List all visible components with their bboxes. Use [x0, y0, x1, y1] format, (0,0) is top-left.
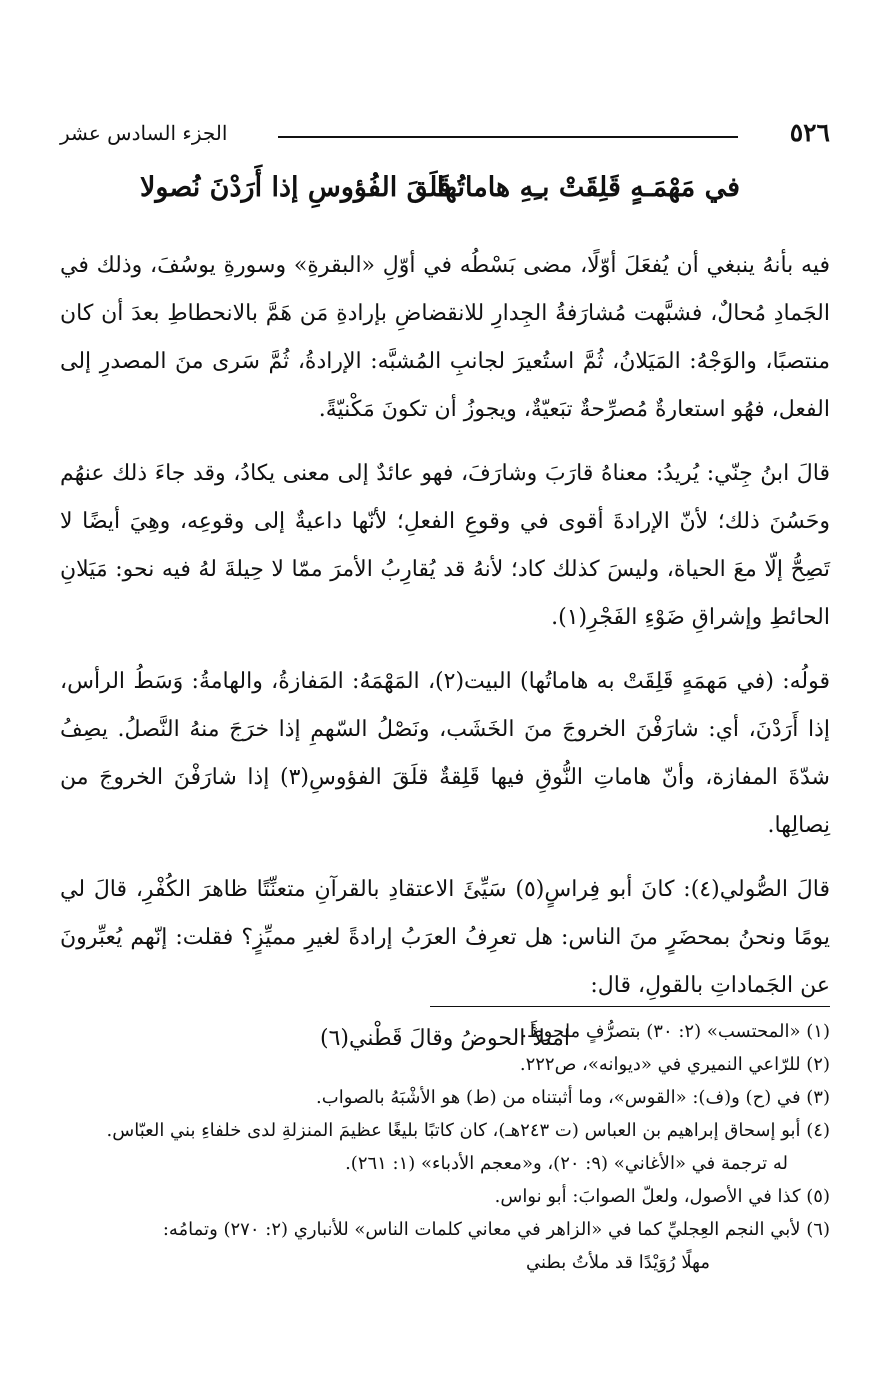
running-header	[60, 118, 830, 152]
footnote: (٤) أبو إسحاق إبراهيم بن العباس (ت ٢٤٣هـ)، كان كاتبًا بليغًا عظيمَ المنزلةِ لدى خلفاءِ بني العبّاس.	[106, 1120, 830, 1141]
header-rule	[278, 136, 738, 138]
footnote: (٥) كذا في الأصول، ولعلّ الصوابَ: أبو نواس.	[494, 1186, 830, 1207]
quoted-verse: امتلأَ الحوضُ وقالَ قَطْني(٦)	[320, 1026, 570, 1051]
verse-hemistich-first: في مَهْمَـهٍ قَلِقَتْ بـِهِ هاماتُها	[436, 172, 740, 203]
verse-hemistich-second: قَلَقَ الفُؤوسِ إذا أَرَدْنَ نُصولا	[140, 172, 451, 203]
page-number: ٥٢٦	[789, 118, 830, 147]
footnote: (١) «المحتسب» (٢: ٣٠) بتصرُّفٍ ملحوظ.	[521, 1021, 830, 1042]
footnote-separator	[430, 1006, 830, 1007]
footnote: (٣) في (ح) و(ف): «القوس»، وما أثبتناه من (ط) هو الأشْبَهُ بالصواب.	[316, 1087, 830, 1108]
footnote-verse: مهلًا رُوَيْدًا قد ملأتُ بطني	[526, 1252, 710, 1273]
paragraph: قالَ ابنُ جِنّي: يُريدُ: معناهُ قارَبَ وشارَفَ، فهو عائدٌ إلى معنى يكادُ، وقد جاءَ ذلك عنهُم وحَسُنَ ذلك؛ لأنّ الإرادةَ أقوى في وقوعِ الفعلِ؛ لأنّها داعيةٌ إلى وقوعِه، وهِيَ أيضًا لا تَصِحُّ إلّا معَ الحياة، وليسَ كذلك كاد؛ لأنهُ قد يُقارِبُ الأمرَ ممّا لا حِيلةَ لهُ فيه نحو: مَيَلانِ الحائطِ وإشراقِ ضَوْءِ الفَجْرِ(١).	[60, 461, 830, 630]
verse-line	[140, 172, 740, 226]
footnote-continuation: له ترجمة في «الأغاني» (٩: ٢٠)، و«معجم الأدباء» (١: ٢٦١).	[345, 1153, 788, 1174]
paragraph: قالَ الصُّولي(٤): كانَ أبو فِراسٍ(٥) سَيِّئَ الاعتقادِ بالقرآنِ متعنِّتًا ظاهرَ الكُفْرِ، قالَ لي يومًا ونحنُ بمحضَرٍ منَ الناس: هل تعرِفُ العرَبُ إرادةً لغيرِ مميِّزٍ؟ فقلت: إنّهم يُعبِّرونَ عن الجَماداتِ بالقولِ، قال:	[60, 877, 830, 998]
footnotes	[60, 1017, 830, 1277]
footnote: (٢) للرّاعي النميري في «ديوانه»، ص٢٢٢.	[519, 1054, 830, 1075]
part-title: الجزء السادس عشر	[60, 121, 228, 145]
main-text	[60, 242, 830, 1051]
footnote: (٦) لأبي النجم العِجليِّ كما في «الزاهر في معاني كلمات الناس» للأنباري (٢: ٢٧٠) وتمامُه:	[162, 1219, 830, 1240]
paragraph: قولُه: (في مَهمَهٍ قَلِقَتْ به هاماتُها) البيت(٢)، المَهْمَهُ: المَفازةُ، والهامةُ: وَسَطُ الرأس، إذا أَرَدْنَ، أي: شارَفْنَ الخروجَ منَ الخَشَب، ونَصْلُ السّهمِ إذا خرَجَ منهُ النَّصلُ. يصِفُ شدّةَ المفازة، وأنّ هاماتِ النُّوقِ فيها قَلِقةٌ قلَقَ الفؤوسِ(٣) إذا شارَفْنَ الخروجَ من نِصالِها.	[60, 669, 830, 838]
paragraph: فيه بأنهُ ينبغي أن يُفعَلَ أوّلًا، مضى بَسْطُه في أوّلِ «البقرةِ» وسورةِ يوسُفَ، وذلك في الجَمادِ مُحالٌ، فشبَّهت مُشارَفةُ الجِدارِ للانقضاضِ بإرادةِ مَن هَمَّ بالانحطاطِ بعدَ أن كان منتصبًا، والوَجْهُ: المَيَلانُ، ثُمَّ استُعيرَ لجانبِ المُشبَّه: الإرادةُ، ثُمَّ سَرى منَ المصدرِ إلى الفعل، فهُو استعارةٌ مُصرِّحةٌ تبَعيّةٌ، ويجوزُ أن تكونَ مَكْنيّةً.	[60, 253, 830, 422]
